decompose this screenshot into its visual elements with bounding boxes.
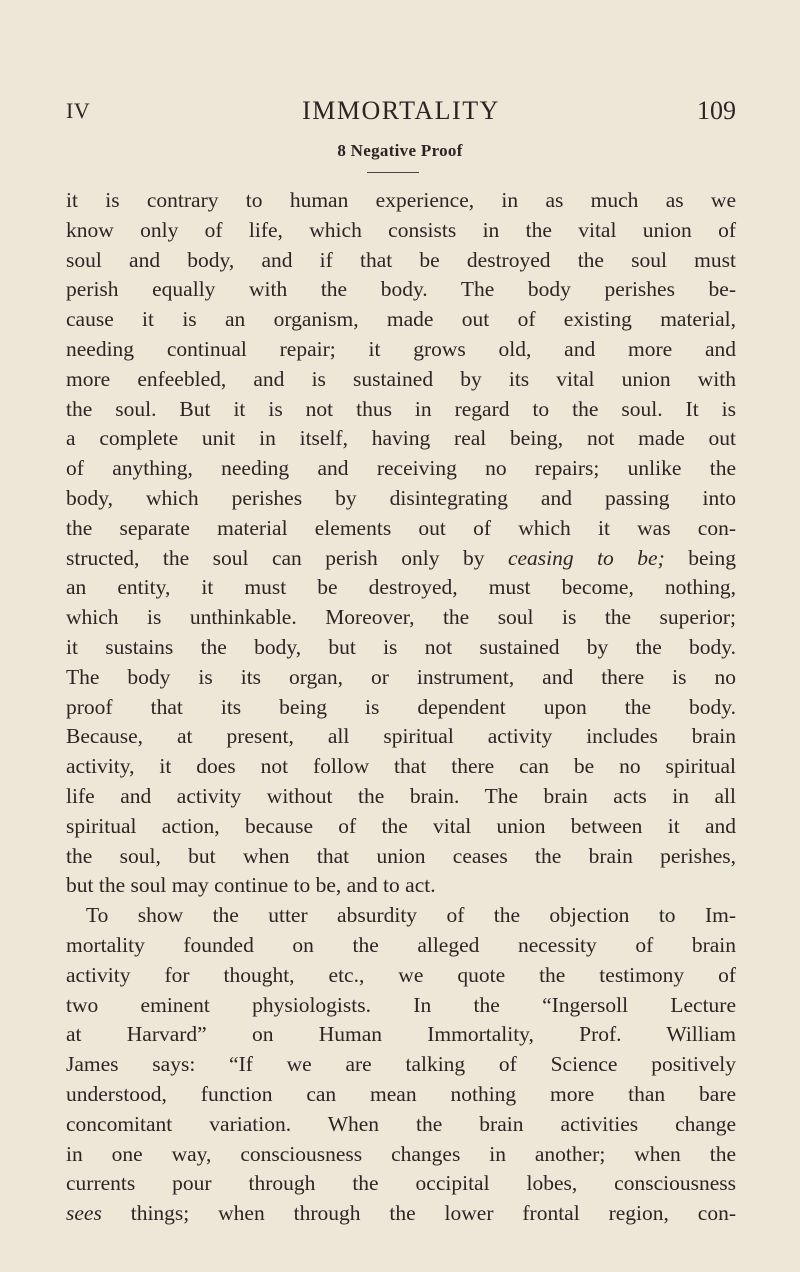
paragraph-start-line: To show the utter absurdity of the objection to Im- <box>86 903 736 928</box>
running-title: IMMORTALITY <box>302 96 500 125</box>
text-line: at Harvard” on Human Immortality, Prof. William <box>66 1022 736 1047</box>
text-line: which is unthinkable. Moreover, the soul is the superior; <box>66 605 736 630</box>
emphasis-text: ceasing to be; <box>507 545 665 570</box>
text-line: activity, it does not follow that there can be no spiritual <box>66 754 736 779</box>
text-line: a complete unit in itself, having real being, not made out <box>66 426 736 451</box>
text-line: know only of life, which consists in the vital union of <box>66 217 736 242</box>
text-line: concomitant variation. When the brain activities change <box>66 1111 736 1136</box>
text-line: The body is its organ, or instrument, and there is no <box>66 664 736 689</box>
text-line: understood, function can mean nothing more than bare <box>66 1081 736 1106</box>
text-line <box>66 544 736 574</box>
text-line: the soul, but when that union ceases the brain perishes, <box>66 843 736 868</box>
text-segment: things; when through the lower frontal region, con- <box>101 1201 736 1226</box>
text-line: more enfeebled, and is sustained by its vital union with <box>66 366 736 391</box>
text-line: currents pour through the occipital lobes, consciousness <box>66 1171 736 1196</box>
text-line: the separate material elements out of which it was con- <box>66 515 736 540</box>
text-line: it is contrary to human experience, in as much as we <box>66 188 736 212</box>
text-line <box>66 1199 736 1229</box>
chapter-number: IV <box>66 98 91 123</box>
body-text <box>66 186 736 1229</box>
text-line: activity for thought, etc., we quote the testimony of <box>66 962 736 987</box>
text-line: life and activity without the brain. The brain acts in all <box>66 783 736 808</box>
text-line: an entity, it must be destroyed, must become, nothing, <box>66 575 736 600</box>
section-divider <box>367 172 419 173</box>
text-line: mortality founded on the alleged necessity of brain <box>66 932 736 957</box>
text-line: of anything, needing and receiving no repairs; unlike the <box>66 456 736 481</box>
text-segment: being <box>664 545 736 570</box>
text-line: the soul. But it is not thus in regard to the soul. It is <box>66 396 736 421</box>
text-line: James says: “If we are talking of Science positively <box>66 1052 736 1077</box>
text-line: body, which perishes by disintegrating and passing into <box>66 485 736 510</box>
section-heading: 8 Negative Proof <box>337 141 463 160</box>
emphasis-text: sees <box>66 1201 102 1226</box>
paragraph-end-line: but the soul may continue to be, and to act. <box>66 873 436 898</box>
running-head <box>66 96 736 130</box>
text-line: soul and body, and if that be destroyed the soul must <box>66 247 736 272</box>
text-line: proof that its being is dependent upon the body. <box>66 694 736 719</box>
text-line: it sustains the body, but is not sustained by the body. <box>66 634 736 659</box>
page-number: 109 <box>697 96 736 125</box>
text-line: two eminent physiologists. In the “Ingersoll Lecture <box>66 992 736 1017</box>
text-line: needing continual repair; it grows old, and more and <box>66 336 736 361</box>
text-line: spiritual action, because of the vital union between it and <box>66 813 736 838</box>
text-segment: structed, the soul can perish only by <box>66 545 508 570</box>
text-line: perish equally with the body. The body perishes be- <box>66 277 736 302</box>
text-line: in one way, consciousness changes in another; when the <box>66 1141 736 1166</box>
text-line: Because, at present, all spiritual activity includes brain <box>66 724 736 749</box>
text-line: cause it is an organism, made out of existing material, <box>66 307 736 332</box>
